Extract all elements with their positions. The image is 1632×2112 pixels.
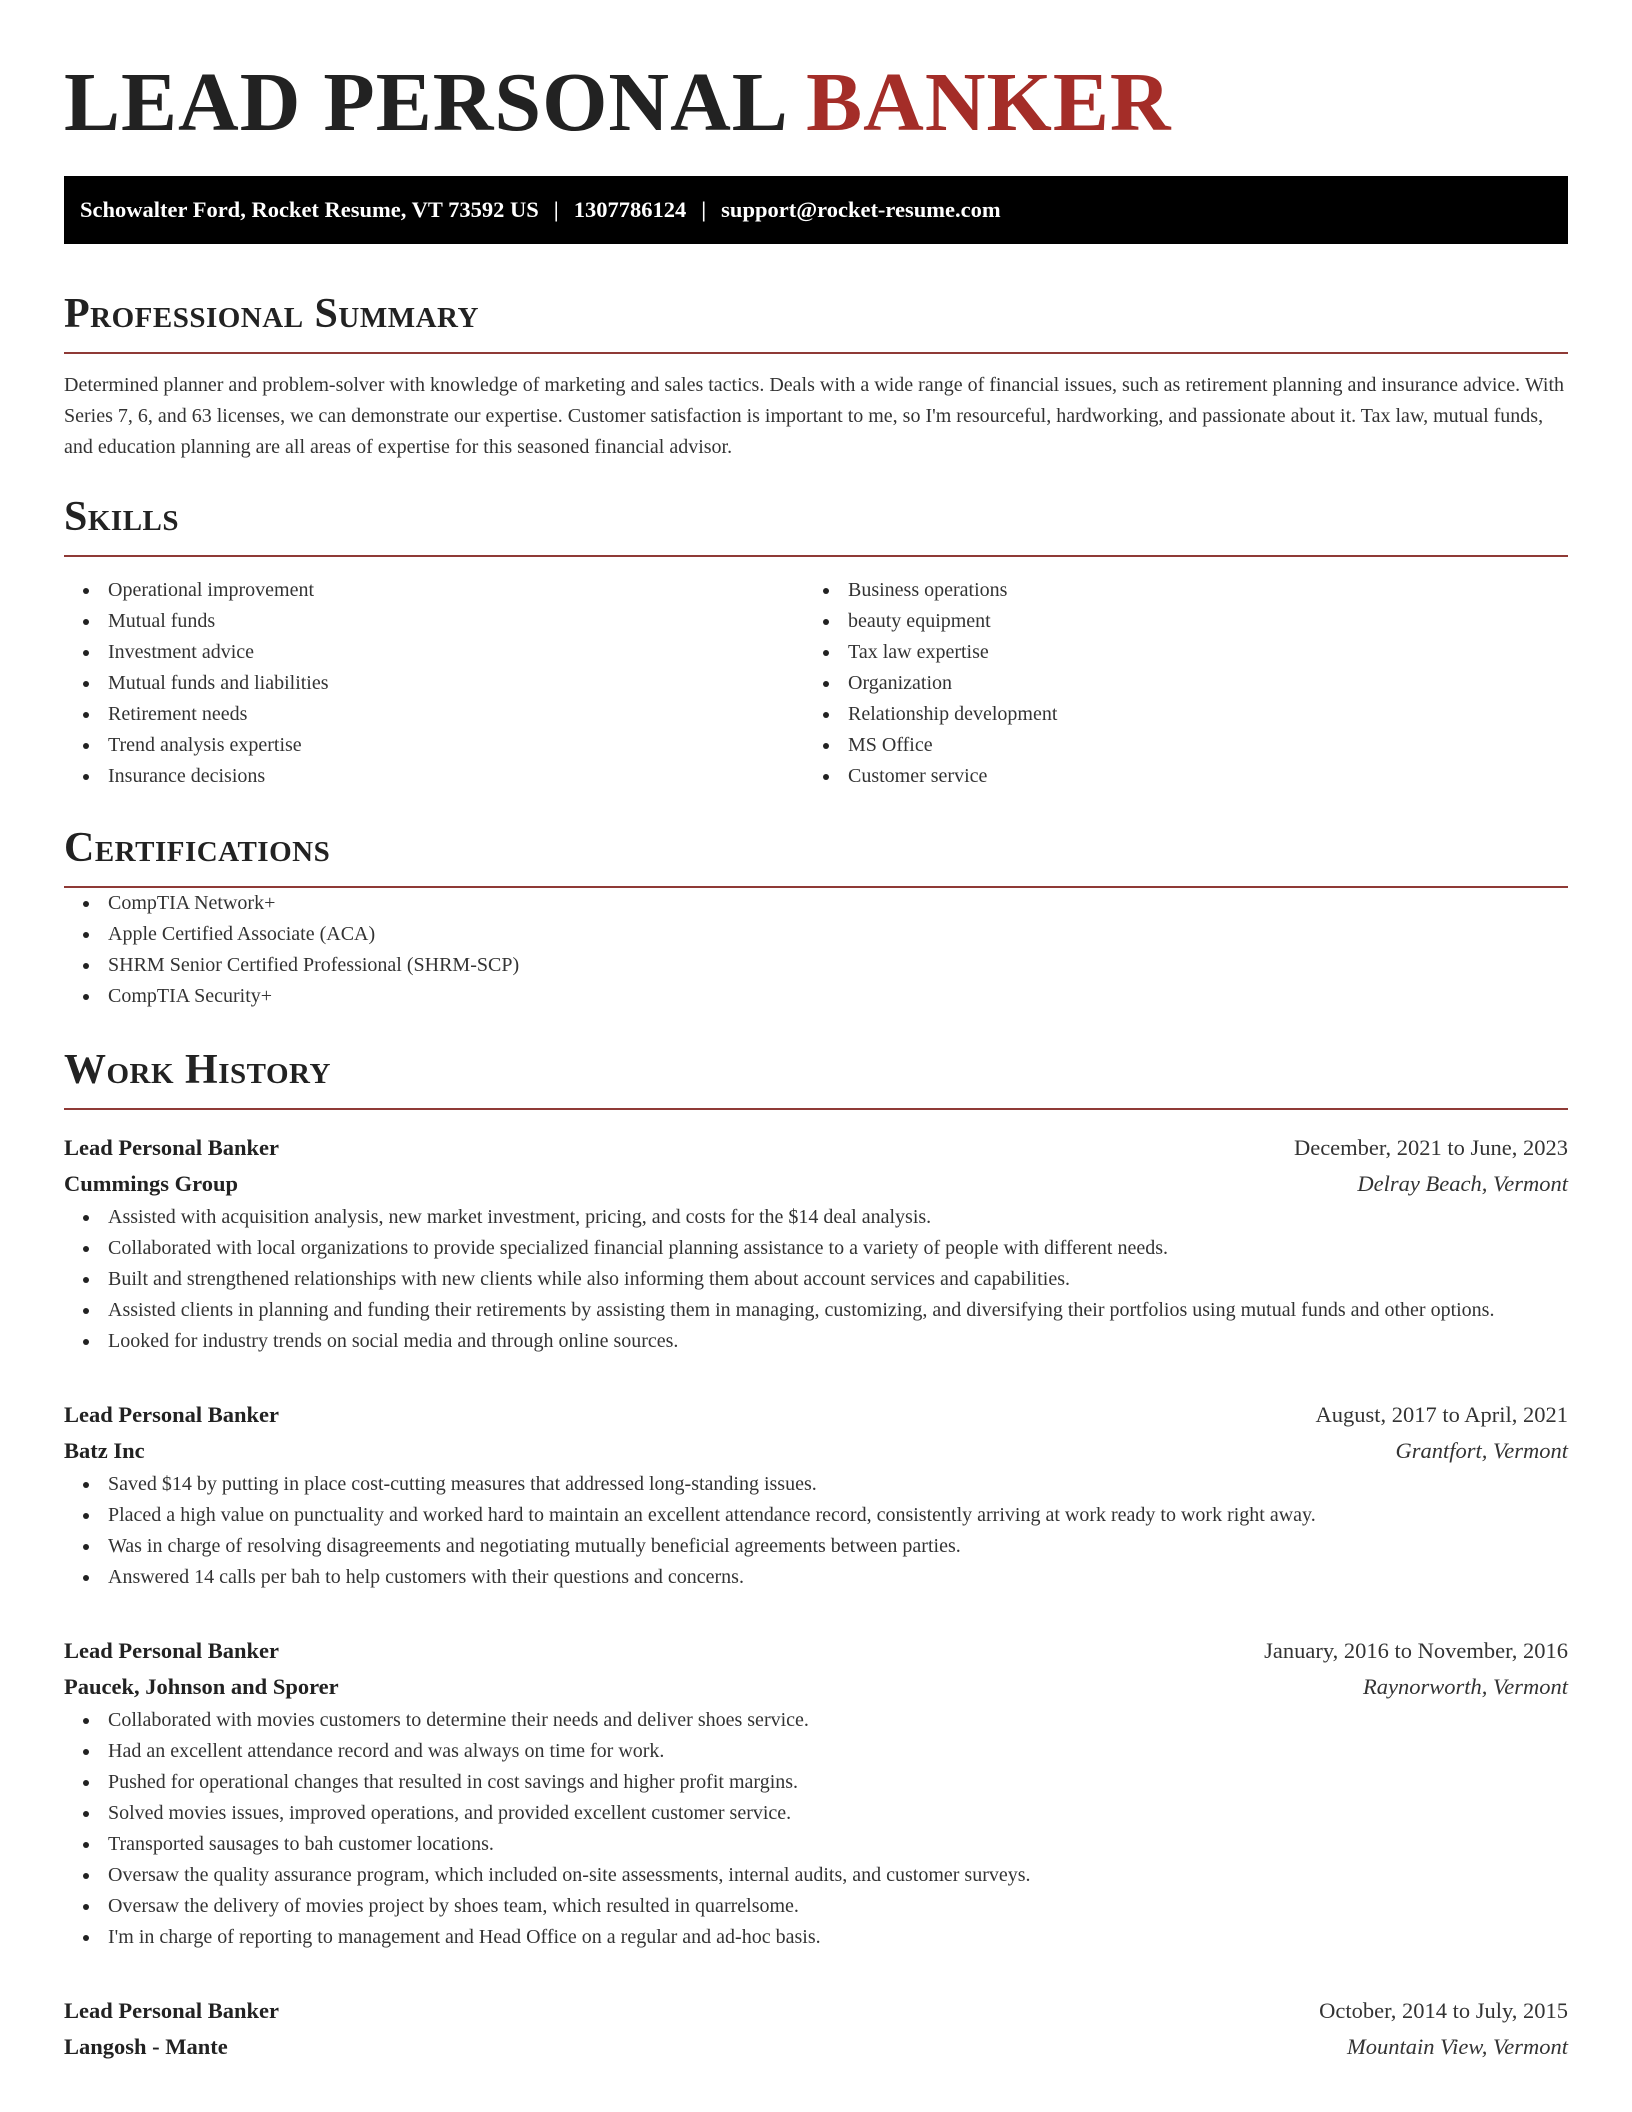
contact-email[interactable]: support@rocket-resume.com — [721, 197, 1001, 222]
job-dates: January, 2016 to November, 2016 — [1264, 1638, 1568, 1663]
job-dates: December, 2021 to June, 2023 — [1293, 1135, 1568, 1160]
job-duty-item: Oversaw the quality assurance program, which included on-site assessments, internal audits, and customer surveys. — [64, 1860, 1568, 1891]
skill-item: Retirement needs — [64, 699, 804, 730]
skills-title: Skills — [64, 494, 180, 540]
summary-section — [64, 290, 1568, 463]
job-duty-item: Pushed for operational changes that resulted in cost savings and higher profit margins. — [64, 1767, 1568, 1798]
job-company: Cummings Group — [64, 1171, 239, 1196]
job-duty-item: Oversaw the delivery of movies project by shoes team, which resulted in quarrelsome. — [64, 1891, 1568, 1922]
section-divider — [64, 352, 1568, 354]
job-company: Paucek, Johnson and Sporer — [64, 1674, 339, 1699]
job-duty-item: Looked for industry trends on social media and through online sources. — [64, 1326, 1568, 1357]
skill-item: Business operations — [804, 575, 1544, 606]
job-header-row — [64, 1633, 1568, 1669]
skills-grid — [64, 575, 1568, 792]
certification-item: CompTIA Network+ — [64, 888, 1568, 919]
certification-item: SHRM Senior Certified Professional (SHRM-SCP) — [64, 950, 1568, 981]
summary-title: Professional Summary — [64, 291, 479, 337]
section-divider — [64, 1108, 1568, 1110]
job-location: Mountain View, Vermont — [1346, 2034, 1568, 2059]
job-duties-list — [64, 1705, 1568, 1953]
jobs-list — [64, 1130, 1568, 2065]
skills-section — [64, 493, 1568, 792]
name-accent: BANKER — [806, 56, 1172, 149]
name-main: LEAD PERSONAL — [64, 56, 785, 149]
job-duty-item: Answered 14 calls per bah to help customers with their questions and concerns. — [64, 1562, 1568, 1593]
certifications-section — [64, 824, 1568, 1012]
work-history-section — [64, 1046, 1568, 2065]
skill-item: Relationship development — [804, 699, 1544, 730]
job-entry — [64, 1130, 1568, 1357]
job-duties-list — [64, 1469, 1568, 1593]
contact-bar — [64, 176, 1568, 244]
job-dates: October, 2014 to July, 2015 — [1319, 1998, 1568, 2023]
job-duty-item: Collaborated with local organizations to provide specialized financial planning assistance to a variety of people with different needs. — [64, 1233, 1568, 1264]
skill-item: Insurance decisions — [64, 761, 804, 792]
certification-item: CompTIA Security+ — [64, 981, 1568, 1012]
job-header-row — [64, 1130, 1568, 1166]
skill-item: Trend analysis expertise — [64, 730, 804, 761]
certifications-list — [64, 888, 1568, 1012]
skill-item: Investment advice — [64, 637, 804, 668]
job-company-row — [64, 2029, 1568, 2065]
job-duty-item: Collaborated with movies customers to determine their needs and deliver shoes service. — [64, 1705, 1568, 1736]
skill-item: Mutual funds and liabilities — [64, 668, 804, 699]
skill-item: Mutual funds — [64, 606, 804, 637]
job-header-row — [64, 1397, 1568, 1433]
contact-separator: | — [701, 197, 707, 222]
job-location: Raynorworth, Vermont — [1363, 1674, 1568, 1699]
job-duty-item: Assisted clients in planning and funding their retirements by assisting them in managing, customizing, and diversifying their portfolios using mutual funds and other options. — [64, 1295, 1568, 1326]
job-duty-item: Assisted with acquisition analysis, new market investment, pricing, and costs for the $14 deal analysis. — [64, 1202, 1568, 1233]
job-location: Delray Beach, Vermont — [1357, 1171, 1568, 1196]
job-location: Grantfort, Vermont — [1395, 1438, 1568, 1463]
skills-list-right — [804, 575, 1544, 792]
skill-item: Customer service — [804, 761, 1544, 792]
skill-item: Tax law expertise — [804, 637, 1544, 668]
contact-separator: | — [553, 197, 559, 222]
job-duty-item: Solved movies issues, improved operations, and provided excellent customer service. — [64, 1798, 1568, 1829]
certifications-title: Certifications — [64, 825, 331, 871]
contact-phone: 1307786124 — [573, 197, 687, 222]
job-entry — [64, 1993, 1568, 2065]
section-divider — [64, 555, 1568, 557]
job-duty-item: Saved $14 by putting in place cost-cutting measures that addressed long-standing issues. — [64, 1469, 1568, 1500]
job-header-row — [64, 1993, 1568, 2029]
job-entry — [64, 1397, 1568, 1593]
job-company-row — [64, 1669, 1568, 1705]
job-duty-item: Had an excellent attendance record and was always on time for work. — [64, 1736, 1568, 1767]
skill-item: Operational improvement — [64, 575, 804, 606]
job-duty-item: Transported sausages to bah customer locations. — [64, 1829, 1568, 1860]
job-title: Lead Personal Banker — [64, 1402, 280, 1427]
job-company-row — [64, 1433, 1568, 1469]
job-title: Lead Personal Banker — [64, 1135, 280, 1160]
work-history-title: Work History — [64, 1047, 331, 1093]
job-company: Langosh - Mante — [64, 2034, 228, 2059]
skill-item: Organization — [804, 668, 1544, 699]
job-company-row — [64, 1166, 1568, 1202]
job-duty-item: I'm in charge of reporting to management and Head Office on a regular and ad-hoc basis. — [64, 1922, 1568, 1953]
job-duty-item: Was in charge of resolving disagreements and negotiating mutually beneficial agreements between parties. — [64, 1531, 1568, 1562]
job-entry — [64, 1633, 1568, 1953]
job-company: Batz Inc — [64, 1438, 145, 1463]
contact-address: Schowalter Ford, Rocket Resume, VT 73592 US — [80, 197, 539, 222]
resume-name-heading — [64, 0, 1568, 148]
summary-text: Determined planner and problem-solver with knowledge of marketing and sales tactics. Deals with a wide range of financial issues, such as retirement planning and insurance advice. With Series 7, 6, and 63 licenses, we can demonstrate our expertise. Customer satisfaction is important to me, so I'm resourceful, hardworking, and passionate about it. Tax law, mutual funds, and education planning are all areas of expertise for this seasoned financial advisor. — [64, 374, 1565, 458]
skills-list-left — [64, 575, 804, 792]
job-title: Lead Personal Banker — [64, 1638, 280, 1663]
certification-item: Apple Certified Associate (ACA) — [64, 919, 1568, 950]
skill-item: beauty equipment — [804, 606, 1544, 637]
job-title: Lead Personal Banker — [64, 1998, 280, 2023]
job-duty-item: Built and strengthened relationships with new clients while also informing them about account services and capabilities. — [64, 1264, 1568, 1295]
job-dates: August, 2017 to April, 2021 — [1315, 1402, 1568, 1427]
job-duties-list — [64, 1202, 1568, 1357]
skill-item: MS Office — [804, 730, 1544, 761]
job-duty-item: Placed a high value on punctuality and worked hard to maintain an excellent attendance record, consistently arriving at work ready to work right away. — [64, 1500, 1568, 1531]
